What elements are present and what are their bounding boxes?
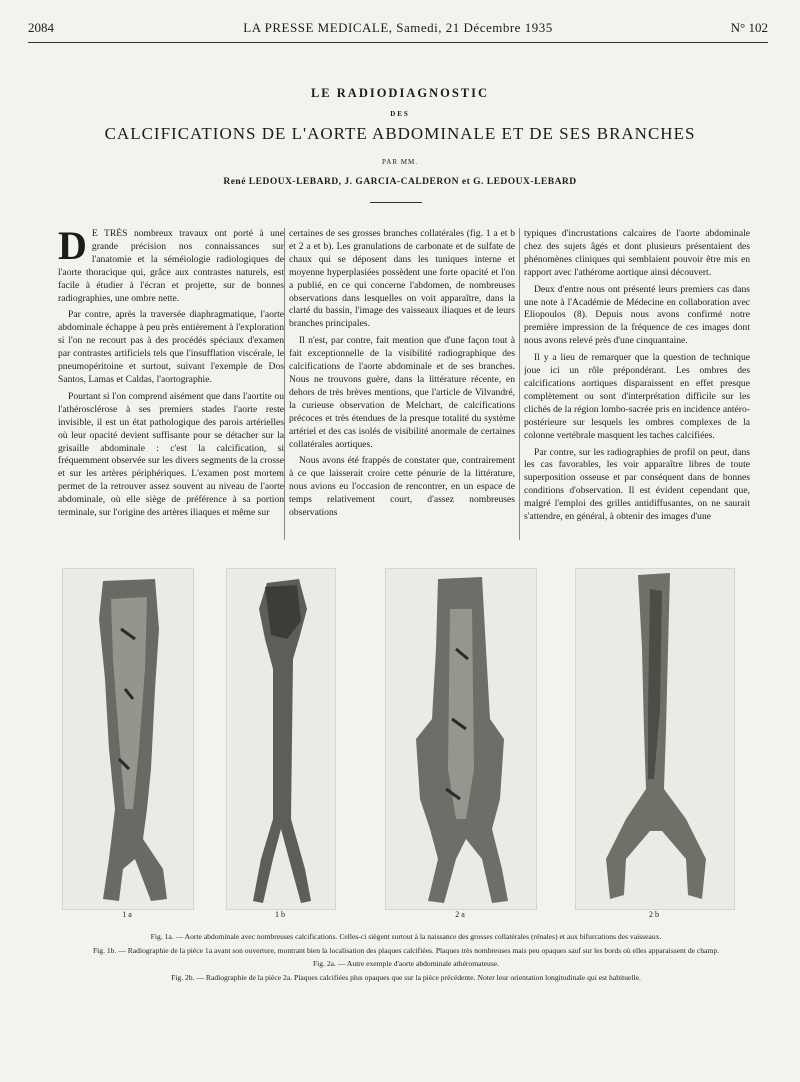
paragraph: Par contre, après la traversée diaphragmatique, l'aorte abdominale échappe à peu près entièrement à l'exploration si l'on ne recourt pas à des procédés spéciaux d'examen par contrastes artificiels tels que l'insufflation viscérale, le pneumopéritoine et surtout, suivant l'exemple de Dos Santos, Lamas et Caldas, l'aortographie. xyxy=(58,309,284,385)
figure-captions xyxy=(56,930,756,984)
text-column-3 xyxy=(524,228,750,540)
figure-2a-photo xyxy=(385,568,537,910)
figure-caption: Fig. 1a. — Aorte abdominale avec nombreuses calcifications. Celles-ci siègent surtout à la naissance des grosses collatérales (rénales) et aux bifurcations des vaisseaux. xyxy=(150,932,662,941)
title-divider xyxy=(370,202,422,203)
paragraph: Il y a lieu de remarquer que la question de technique joue ici un rôle prépondérant. Les ombres des calcifications aortiques disparaissent en effet presque complètement ou sont d'interprétation difficile sur les clichés de la région lombo-sacrée pris en incidence antéro-postérieure sur lesquels les ombres complexes de la colonne vertébrale masquent les taches calcifiées. xyxy=(524,352,750,441)
paragraph-text: E TRÈS nombreux travaux ont porté à une grande précision nos connaissances sur l'anatomie et la séméiologie radiologiques de l'aorte thoracique qui, grâce aux contrastes naturels, est facile à étudier à l'écran et projette, sur de bonnes radiographies, une ombre nette. xyxy=(58,228,284,304)
issue-number: N° 102 xyxy=(730,20,768,35)
journal-title: LA PRESSE MEDICALE, Samedi, 21 Décembre 1935 xyxy=(243,20,553,35)
figure-label: 2 a xyxy=(455,910,465,919)
figure-label: 2 b xyxy=(649,910,659,919)
figure-label: 1 b xyxy=(275,910,285,919)
column-divider xyxy=(284,228,285,540)
text-column-1 xyxy=(58,228,284,540)
text-column-2 xyxy=(289,228,515,540)
figure-2b-radiograph xyxy=(575,568,735,910)
article-title-main: CALCIFICATIONS DE L'AORTE ABDOMINALE ET DE SES BRANCHES xyxy=(104,124,696,143)
page-number: 2084 xyxy=(28,20,54,35)
drop-cap: D xyxy=(58,228,87,268)
paragraph: Il n'est, par contre, fait mention que d'une façon tout à fait exceptionnelle de la visibilité radiographique des calcifications de l'aorte abdominale et de ses branches. Nous ne trouvons guère, dans la littérature récente, en dehors de très brèves mentions, que l'article de Vilvandré, la curieuse observation de Melchart, de calcifications précoces et très étendues de la presque totalité du système artériel et des cas isolés de visibilité anormale de certaines collatérales aortiques. xyxy=(289,335,515,450)
author-list: René LEDOUX-LEBARD, J. GARCIA-CALDERON et G. LEDOUX-LEBARD xyxy=(223,177,577,187)
paragraph: Pourtant si l'on comprend aisément que dans l'aortite ou l'athérosclérose à ses premiers stades l'aorte reste invisible, il est un état pathologique des parois artérielles où leur opacité devient suffisante pour se détacher sur la grisaille abdominale : c'est la calcification, si fréquemment observée sur les divers segments de la crosse et sur les artères périphériques. L'examen post mortem permet de la retrouver assez souvent au niveau de l'aorte abdominale, où elle siège de préférence à sa portion terminale, sur l'origine des artères iliaques et même sur xyxy=(58,390,284,519)
figure-label: 1 a xyxy=(122,910,132,919)
paragraph xyxy=(58,228,284,305)
figure-1a-photo xyxy=(62,568,194,910)
header-divider xyxy=(28,42,768,43)
paragraph: Par contre, sur les radiographies de profil on peut, dans les cas favorables, les voir apparaître libres de toute superposition osseuse et par conséquent dans de bonnes conditions d'observation. Il est évident cependant que, malgré l'emploi des grilles antidiffusantes, on ne saurait s'attendre, en général, à obtenir des images d'une xyxy=(524,446,750,523)
paragraph: certaines de ses grosses branches collatérales (fig. 1 a et b et 2 a et b). Les granulations de carbonate et de sulfate de chaux qui se déposent dans les tuniques interne et moyenne hyperplasiées possèdent une forte opacité et l'on a publié, en ce qui concerne l'abdomen, de nombreuses observations dans lesquelles on voit apparaître, dans la clarté du bassin, l'image des vaisseaux iliaques et de leurs branches principales. xyxy=(289,228,515,330)
article-title-top: LE RADIODIAGNOSTIC xyxy=(310,86,490,100)
page-header xyxy=(28,20,768,42)
paragraph: Nous avons été frappés de constater que, contrairement à ce que laisserait croire cette pénurie de la littérature, nous avions eu l'occasion de rencontrer, en un espace de temps relativement court, d'assez nombreuses observations xyxy=(289,455,515,519)
figure-caption: Fig. 2b. — Radiographie de la pièce 2a. Plaques calcifiées plus opaques que sur la pièce précédente. Noter leur orientation longitudinale qui est habituelle. xyxy=(171,972,641,982)
figure-1b-radiograph xyxy=(226,568,336,910)
column-divider xyxy=(519,228,520,540)
figure-caption: Fig. 2a. — Autre exemple d'aorte abdominale athéromateuse. xyxy=(312,959,500,968)
paragraph: typiques d'incrustations calcaires de l'aorte abdominale chez des sujets âgés et dont plusieurs présentaient des phénomènes cliniques qui semblaient pouvoir être mis en rapport avec l'athérome aortique ainsi découvert. xyxy=(524,228,750,278)
article-title-des: DES xyxy=(390,110,410,118)
byline-par: PAR MM. xyxy=(382,158,418,166)
paragraph: Deux d'entre nous ont présenté leurs premiers cas dans une note à l'Académie de Médecine en collaboration avec Eliopoulos (8). Depuis nous avons confirmé notre première impression de la fréquence de ces images dont nous avons relevé près d'une cinquantaine. xyxy=(524,283,750,347)
figure-caption: Fig. 1b. — Radiographie de la pièce 1a avant son ouverture, montrant bien la localisation des plaques calcifiées. Plaques très nombreuses mais peu opaques sauf sur les bords où elles apparaissent de champ. xyxy=(92,945,720,955)
